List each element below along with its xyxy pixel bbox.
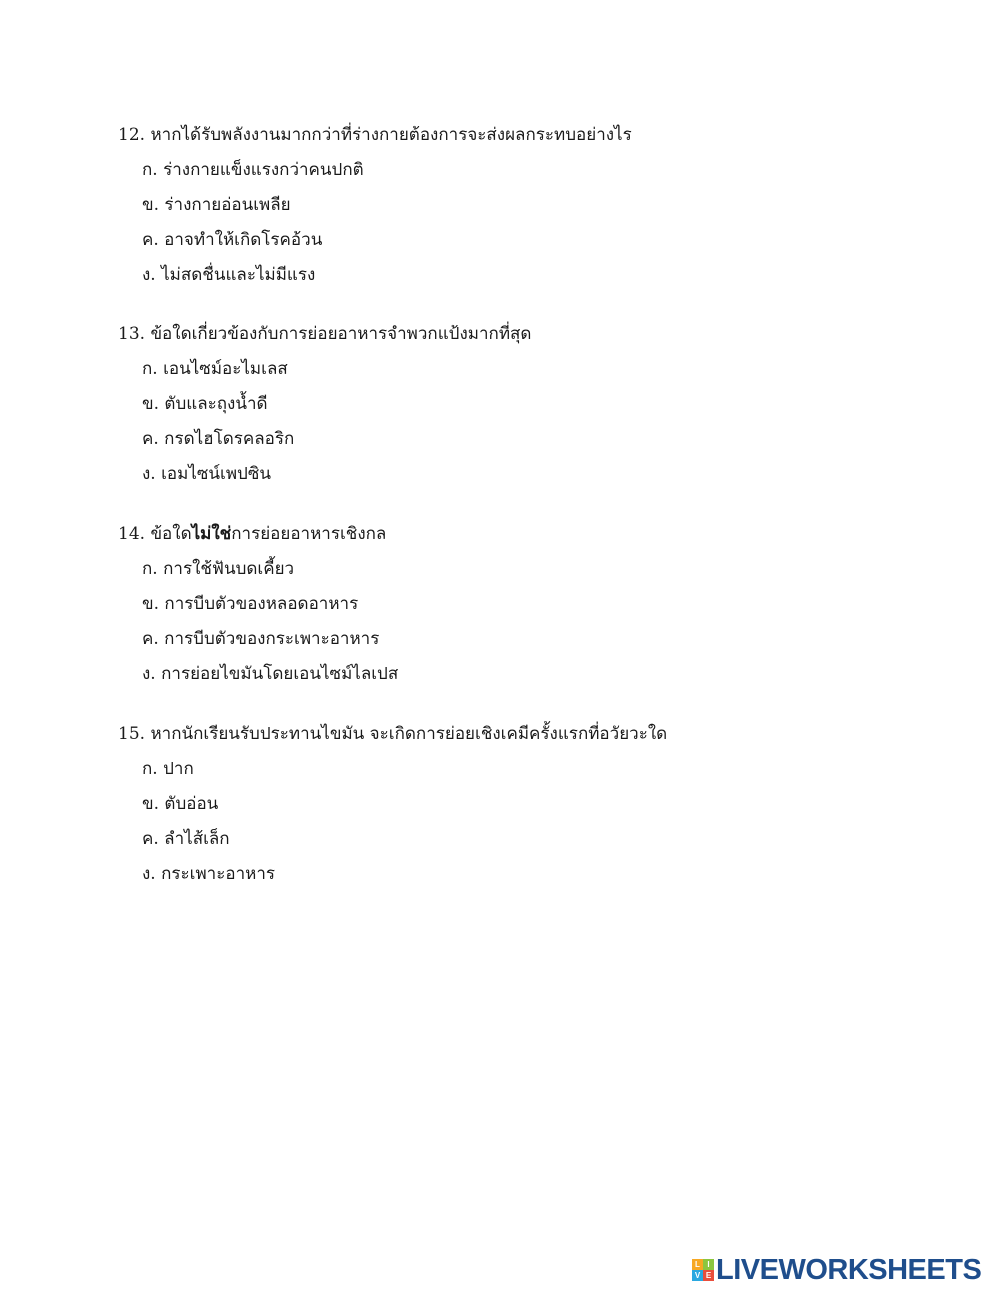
choice-b: ข. ตับและถุงน้ำดี [142,394,268,414]
choice-d: ง. การย่อยไขมันโดยเอนไซม์ไลเปส [142,664,399,684]
choice-a: ก. ร่างกายแข็งแรงกว่าคนปกติ [142,160,364,180]
question-text: 15. หากนักเรียนรับประทานไขมัน จะเกิดการย่อยเชิงเคมีครั้งแรกที่อวัยวะใด [118,724,668,744]
choice-d: ง. กระเพาะอาหาร [142,864,275,884]
choice-b: ข. การบีบตัวของหลอดอาหาร [142,594,359,614]
question-text [118,523,938,545]
question-13 [118,323,938,485]
logo-text: LIVEWORKSHEETS [716,1254,982,1286]
choice-b: ข. ร่างกายอ่อนเพลีย [142,195,291,215]
liveworksheets-logo [692,1256,988,1284]
choice-c: ค. ลำไส้เล็ก [142,829,230,849]
choice-c: ค. อาจทำให้เกิดโรคอ้วน [142,230,323,250]
choice-a: ก. เอนไซม์อะไมเลส [142,359,288,379]
question-text-suffix: การย่อยอาหารเชิงกล [231,524,387,544]
choice-a: ก. การใช้ฟันบดเคี้ยว [142,559,295,579]
choice-d: ง. ไม่สดชื่นและไม่มีแรง [142,265,316,285]
choice-b: ข. ตับอ่อน [142,794,219,814]
question-text-prefix: 14. ข้อใด [118,524,192,544]
question-text-emphasis: ไม่ใช่ [191,524,232,544]
question-text: 13. ข้อใดเกี่ยวข้องกับการย่อยอาหารจำพวกแป้งมากที่สุด [118,324,532,344]
choice-c: ค. กรดไฮโดรคลอริก [142,429,295,449]
logo-mark-letter: L [692,1259,703,1270]
choice-c: ค. การบีบตัวของกระเพาะอาหาร [142,629,380,649]
question-14 [118,523,938,685]
choice-a: ก. ปาก [142,759,194,779]
logo-mark-letter: V [692,1270,703,1281]
logo-mark-icon [692,1259,714,1281]
question-12 [118,124,938,286]
logo-mark-letter: E [703,1270,714,1281]
question-15 [118,723,938,885]
choice-d: ง. เอมไซน์เพปซิน [142,464,272,484]
question-text: 12. หากได้รับพลังงานมากกว่าที่ร่างกายต้องการจะส่งผลกระทบอย่างไร [118,125,632,145]
logo-mark-letter: I [703,1259,714,1270]
